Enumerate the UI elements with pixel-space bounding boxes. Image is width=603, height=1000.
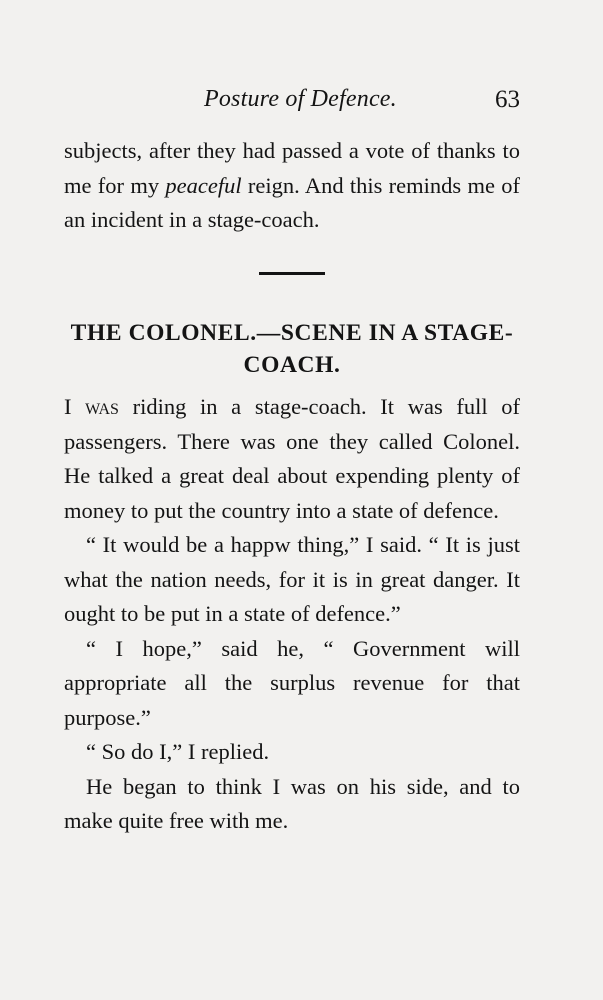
story-paragraph-5: He began to think I was on his side, and to make quite free with me.: [64, 773, 520, 833]
story-initial: I: [64, 394, 72, 419]
story-paragraph-4: “ So do I,” I replied.: [86, 739, 270, 764]
top-paragraph-italic: peaceful: [165, 172, 242, 198]
story-paragraph-2: “ It would be a happw thing,” I said. “ It is just what the nation needs, for it is in great danger. It ought to be put in a state of defence.”: [64, 532, 520, 626]
section-heading: THE COLONEL.—SCENE IN A STAGE-COACH.: [70, 320, 514, 378]
story-paragraph-3: “ I hope,” said he, “ Government will appropriate all the surplus revenue for that purpose.”: [64, 635, 520, 730]
top-paragraph-text-2: reign. And this reminds me of an incident in a stage-coach.: [64, 172, 521, 232]
top-paragraph-block: [64, 134, 520, 238]
page-number: 63: [495, 86, 520, 113]
section-divider-rule: [259, 272, 325, 275]
story-paragraph-1-rest: riding in a stage-coach. It was full of passengers. There was one they called Colonel. He talked a great deal about expending plenty of money to put the country into a state of defence.: [64, 394, 521, 523]
page-header: [64, 86, 520, 126]
top-paragraph-text-1: subjects, after they had passed a vote of thanks to me for my: [64, 138, 520, 198]
story-paragraph-1: [64, 390, 520, 528]
story-text: [64, 390, 520, 839]
top-paragraph: [64, 134, 520, 238]
running-title: Posture of Defence.: [204, 86, 397, 112]
story-small-caps: was: [85, 394, 119, 419]
